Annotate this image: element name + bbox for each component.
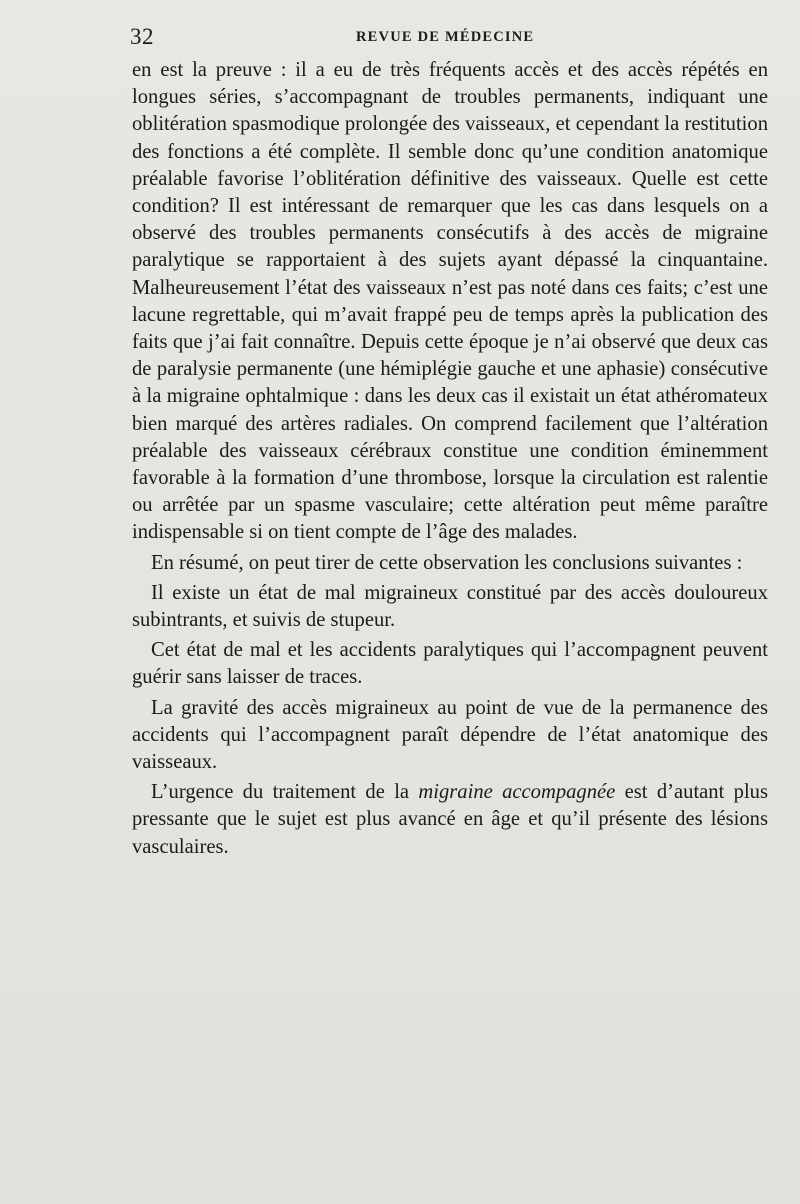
paragraph-conclusion-4: [132, 779, 768, 861]
conclusion-4-italic-term: migraine accompagnée: [418, 781, 616, 804]
running-head: REVUE DE MÉDECINE: [356, 29, 535, 45]
paragraph-conclusion-1: Il existe un état de mal migraineux constitué par des accès douloureux subintrants, et suivis de stupeur.: [132, 581, 768, 632]
page-number: 32: [130, 24, 154, 49]
conclusion-4-start: L’urgence du traitement de la: [151, 781, 419, 804]
conclusion-4-end: est d’autant plus pressante que le sujet est plus avancé en âge et qu’il présente des lésions vasculaires.: [132, 781, 768, 858]
body-text: [132, 57, 768, 861]
paragraph-summary-intro: En résumé, on peut tirer de cette observation les conclusions suivantes :: [151, 551, 743, 574]
paragraph-continued: en est la preuve : il a eu de très fréquents accès et des accès répétés en longues séries, s’accompagnant de troubles permanents, indiquant une oblitération spasmodique prolongée des vaisseaux, et cependant la restitution des fonctions a été complète. Il semble donc qu’une condition anatomique préalable favorise l’oblitération définitive des vaisseaux. Quelle est cette condition? Il est intéressant de remarquer que les cas dans lesquels on a observé des troubles permanents consécutifs à des accès de migraine paralytique se rapportaient à des sujets ayant dépassé la cinquantaine. Malheureusement l’état des vaisseaux n’est pas noté dans ces faits; c’est une lacune regrettable, qui m’avait frappé peu de temps après la publication des faits que j’ai fait connaître. Depuis cette époque je n’ai observé que deux cas de paralysie permanente (une hémiplégie gauche et une aphasie) consécutive à la migraine ophtalmique : dans les deux cas il existait un état athéromateux bien marqué des artères radiales. On comprend facilement que l’altération préalable des vaisseaux cérébraux constitue une condition éminemment favorable à la formation d’une thrombose, lorsque la circulation est ralentie ou arrêtée par un spasme vasculaire; cette altération peut même paraître indispensable si on tient compte de l’âge des malades.: [132, 59, 768, 544]
paragraph-conclusion-3: La gravité des accès migraineux au point de vue de la permanence des accidents qui l’accompagnent paraît dépendre de l’état anatomique des vaisseaux.: [132, 696, 768, 774]
paragraph-conclusion-2: Cet état de mal et les accidents paralytiques qui l’accompagnent peuvent guérir sans laisser de traces.: [132, 639, 768, 689]
page-header: [130, 24, 770, 54]
